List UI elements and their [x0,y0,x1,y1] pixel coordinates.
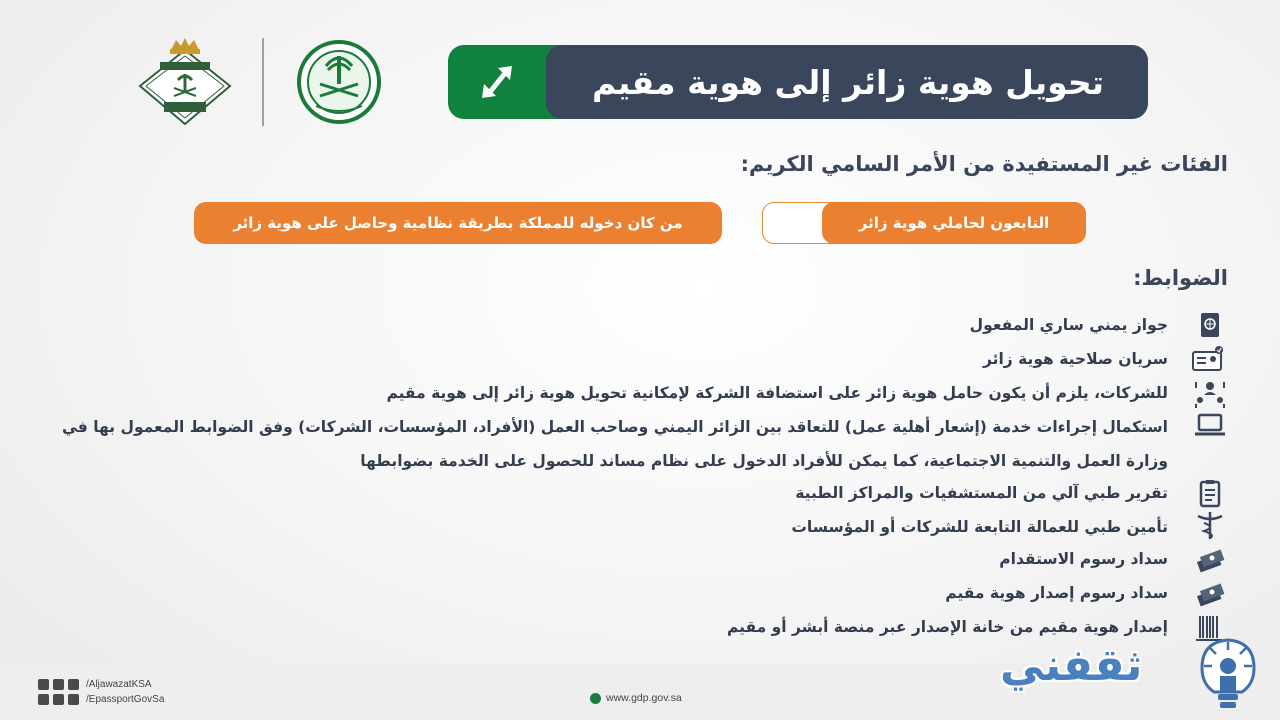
rule-item: للشركات، يلزم أن يكون حامل هوية زائر على استضافة الشركة لإمكانية تحويل هوية زائر إلى هوية مقيم [386,384,1168,402]
non-beneficiaries-heading: الفئات غير المستفيدة من الأمر السامي الكريم: [740,152,1228,176]
social-handle: /AljawazatKSA [86,679,152,690]
company-icon [1194,378,1226,408]
rule-item: جواز يمني ساري المفعول [969,316,1168,334]
title-banner [448,45,1148,119]
facebook-icon [53,694,64,705]
logo-divider [262,38,264,126]
money-icon [1194,544,1226,574]
passport-icon [1194,310,1226,340]
laptop-icon [1194,410,1226,440]
social-handle: /EpassportGovSa [86,694,165,705]
twitter-icon [68,694,79,705]
page-title: تحويل هوية زائر إلى هوية مقيم [592,62,1104,102]
rule-item-continuation: وزارة العمل والتنمية الاجتماعية، كما يمكن للأفراد الدخول على نظام مساند للحصول على الخدمة بضوابطها [360,452,1168,470]
money-icon [1194,578,1226,608]
title-panel [546,45,1148,119]
website [590,692,682,704]
clipboard-icon [1194,478,1226,508]
twitter-icon [68,679,79,690]
jawazat-logo [134,36,236,128]
website-url: www.gdp.gov.sa [606,692,682,704]
lightbulb-icon [1196,636,1260,712]
id-card-icon [1192,344,1224,374]
social-row-1 [38,679,152,690]
rule-item: تأمين طبي للعمالة التابعة للشركات أو المؤسسات [791,518,1168,536]
rule-item: تقرير طبي آلي من المستشفيات والمراكز الطبية [795,484,1168,502]
rule-item: سريان صلاحية هوية زائر [983,350,1168,368]
caduceus-icon [1194,510,1226,540]
watermark-text: ثقفني [1000,640,1143,691]
youtube-icon [38,694,49,705]
category-pill-dependents: التابعون لحاملي هوية زائر [822,202,1086,244]
rules-heading: الضوابط: [1133,266,1228,290]
rule-item: إصدار هوية مقيم من خانة الإصدار عبر منصة أبشر أو مقيم [726,618,1168,636]
rule-item: سداد رسوم إصدار هوية مقيم [945,584,1168,602]
moi-logo [286,40,392,124]
swap-icon [476,62,518,102]
youtube-icon [38,679,49,690]
category-pill-legal-entry: من كان دخوله للمملكة بطريقة نظامية وحاصل على هوية زائر [194,202,722,244]
rule-item: استكمال إجراءات خدمة (إشعار أهلية عمل) للتعاقد بين الزائر اليمني وصاحب العمل (الأفراد، المؤسسات، الشركات) وفق الضوابط المعمول بها في [62,418,1168,436]
social-row-2 [38,694,164,705]
facebook-icon [53,679,64,690]
rule-item: سداد رسوم الاستقدام [999,550,1168,568]
globe-icon [590,693,601,704]
